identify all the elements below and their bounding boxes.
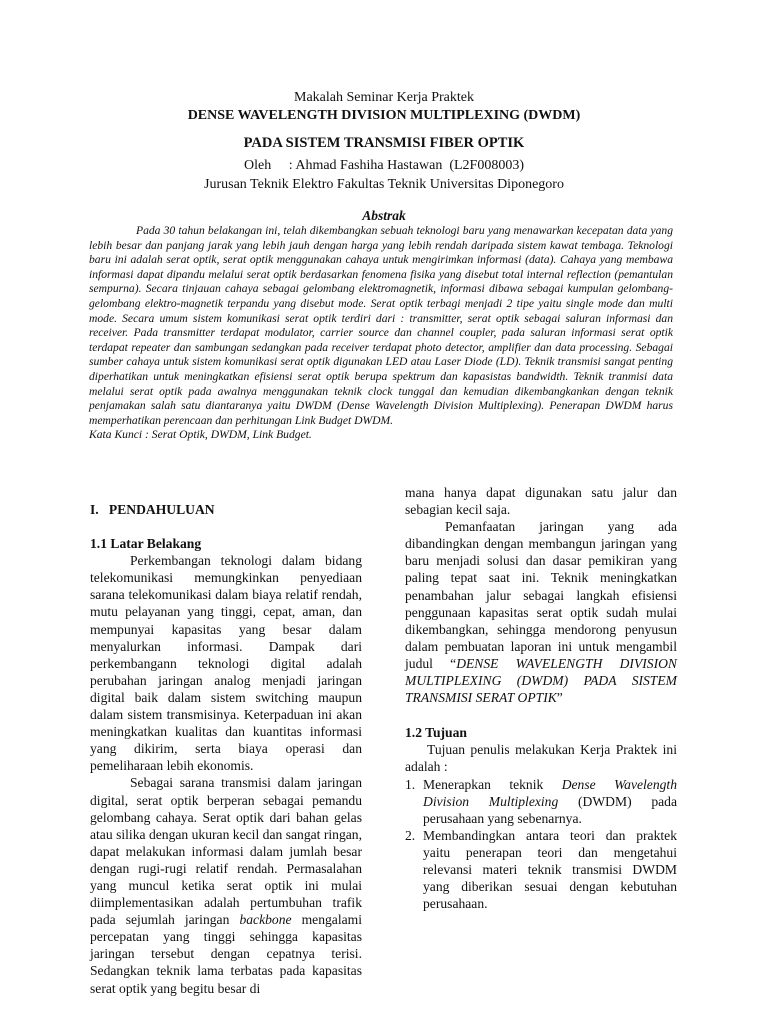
list-item-text: Membandingkan antara teori dan praktek yaitu penerapan teori dan mengetahui relevansi materi teknik transmisi DWDM yang diberikan sesuai dengan kebutuhan perusahaan.	[423, 827, 677, 912]
abstract-body: Pada 30 tahun belakangan ini, telah dikembangkan sebuah teknologi baru yang menawarkan kecepatan data yang lebih besar dan panjang jarak yang lebih jauh dengan harga yang lebih rendah daripada sistem kawat tembaga. Teknologi baru ini adalah serat optik, serat optik menggunakan cahaya untuk mengirimkan informasi (data). Cahaya yang membawa informasi dapat dipandu melalui serat optik berdasarkan fenomena fisika yang disebut total internal reflection (pemantulan sempurna). Secara tinjauan cahaya sebagai gelombang elektromagnetik, informasi dibawa sebagai kumpulan gelombang-gelombang elektro-magnetik terpandu yang disebut mode. Serat optik terbagi menjadi 2 tipe yaitu single mode dan multi mode. Secara umum sistem komunikasi serat optik terdiri dari : transmitter, serat optik sebagai saluran informasi dan receiver. Pada transmitter terdapat modulator, carrier source dan channel coupler, pada saluran informasi serat optik terdapat repeater dan sambungan sedangkan pada receiver terdapat photo detector, amplifier dan data processing. Sebagai sumber cahaya untuk sistem komunikasi serat optik digunakan LED atau Laser Diode (LD). Teknik transmisi sangat penting diperhatikan untuk meningkatkan efisiensi serat optik berupa spektrum dan kapasistas bandwidth. Teknik tranmisi data melalui serat optik pada awalnya menggunakan teknik clock tunggal dan kemudian dikembangkankan dengan teknik penjamakan salah satu diantaranya yaitu DWDM (Dense Wavelength Division Multiplexing). Penerapan DWDM harus memperhatikan perencaan dan perhitungan Link Budget DWDM.	[89, 224, 673, 427]
author-line: Oleh : Ahmad Fashiha Hastawan (L2F008003)	[244, 158, 524, 173]
list-number: 2.	[405, 827, 416, 843]
objectives-list	[405, 776, 677, 913]
paragraph	[405, 518, 677, 706]
report-title-quote: DENSE WAVELENGTH DIVISION MULTIPLEXING (DWDM) PADA SISTEM TRANSMISI SERAT OPTIK	[405, 655, 677, 706]
right-column	[405, 484, 677, 912]
quote-close: ”	[556, 690, 563, 706]
list-item-text: (DWDM) pada perusahaan yang sebenarnya.	[423, 793, 677, 826]
abstract-heading: Abstrak	[362, 208, 406, 223]
list-item	[405, 776, 677, 827]
paper-title-line1: DENSE WAVELENGTH DIVISION MULTIPLEXING (DWDM)	[187, 108, 581, 123]
backbone-term: backbone	[239, 912, 292, 928]
paragraph-text: mengalami percepatan yang tinggi sehingga kapasitas jaringan tersebut dengan cepatnya terisi. Sedangkan teknik lama terbatas pada kapasitas serat optik yang begitu besar di	[90, 912, 362, 996]
subsection-heading-tujuan: 1.2 Tujuan	[405, 725, 467, 741]
list-item	[405, 827, 677, 912]
paragraph: Tujuan penulis melakukan Kerja Praktek ini adalah :	[405, 742, 677, 775]
list-item-text: Menerapkan teknik	[423, 776, 562, 792]
abstract-block	[89, 224, 673, 443]
paragraph-text: Sebagai sarana transmisi dalam jaringan digital, serat optik berperan sebagai pemandu gelombang cahaya. Serat optik dari bahan gelas atau silika dengan ukuran kecil dan sangat ringan, dapat melakukan informasi dalam jumlah besar dengan rugi-rugi relatif rendah. Permasalahan yang muncul ketika serat optik ini mulai diimplementasikan adalah pertumbuhan trafik pada sejumlah jaringan	[90, 775, 362, 928]
paragraph	[90, 774, 362, 996]
left-column	[90, 501, 362, 997]
list-number: 1.	[405, 776, 416, 792]
list-item-italic: Dense Wavelength Division Multiplexing	[423, 776, 677, 809]
keywords: Kata Kunci : Serat Optik, DWDM, Link Budget.	[89, 428, 312, 442]
seminar-label: Makalah Seminar Kerja Praktek	[294, 90, 474, 105]
paragraph-continuation: mana hanya dapat digunakan satu jalur dan sebagian kecil saja.	[405, 485, 677, 518]
affiliation-line: Jurusan Teknik Elektro Fakultas Teknik Universitas Diponegoro	[204, 177, 564, 192]
section-heading-pendahuluan: I. PENDAHULUAN	[90, 502, 215, 517]
paper-title-line2: PADA SISTEM TRANSMISI FIBER OPTIK	[243, 135, 525, 151]
subsection-heading-latar-belakang: 1.1 Latar Belakang	[90, 536, 202, 552]
paragraph-text: Pemanfaatan jaringan yang ada dibandingkan dengan membangun jaringan yang baru menjadi solusi dan dasar pemikiran yang paling tepat saat ini. Teknik meningkatkan penambahan jalur sebagai langkah efisiensi penggunaan kapasitas serat optik sudah mulai dikembangkan, sehingga mendorong penyusun dalam pembuatan laporan ini untuk mengambil judul “	[405, 519, 677, 671]
paragraph: Perkembangan teknologi dalam bidang telekomunikasi memungkinkan penyediaan sarana telekomunikasi dalam biaya relatif rendah, mutu pelayanan yang tinggi, cepat, aman, dan mempunyai kapasitas yang besar dalam menyalurkan informasi. Dampak dari perkembangann teknologi digital adalah perubahan jaringan analog menjadi jaringan digital baik dalam sistem switching maupun dalam sistem transmisinya. Keterpaduan ini akan meningkatkan kualitas dan kuantitas informasi yang dikirim, serta biaya operasi dan pemeliharaan lebih ekonomis.	[90, 553, 362, 774]
